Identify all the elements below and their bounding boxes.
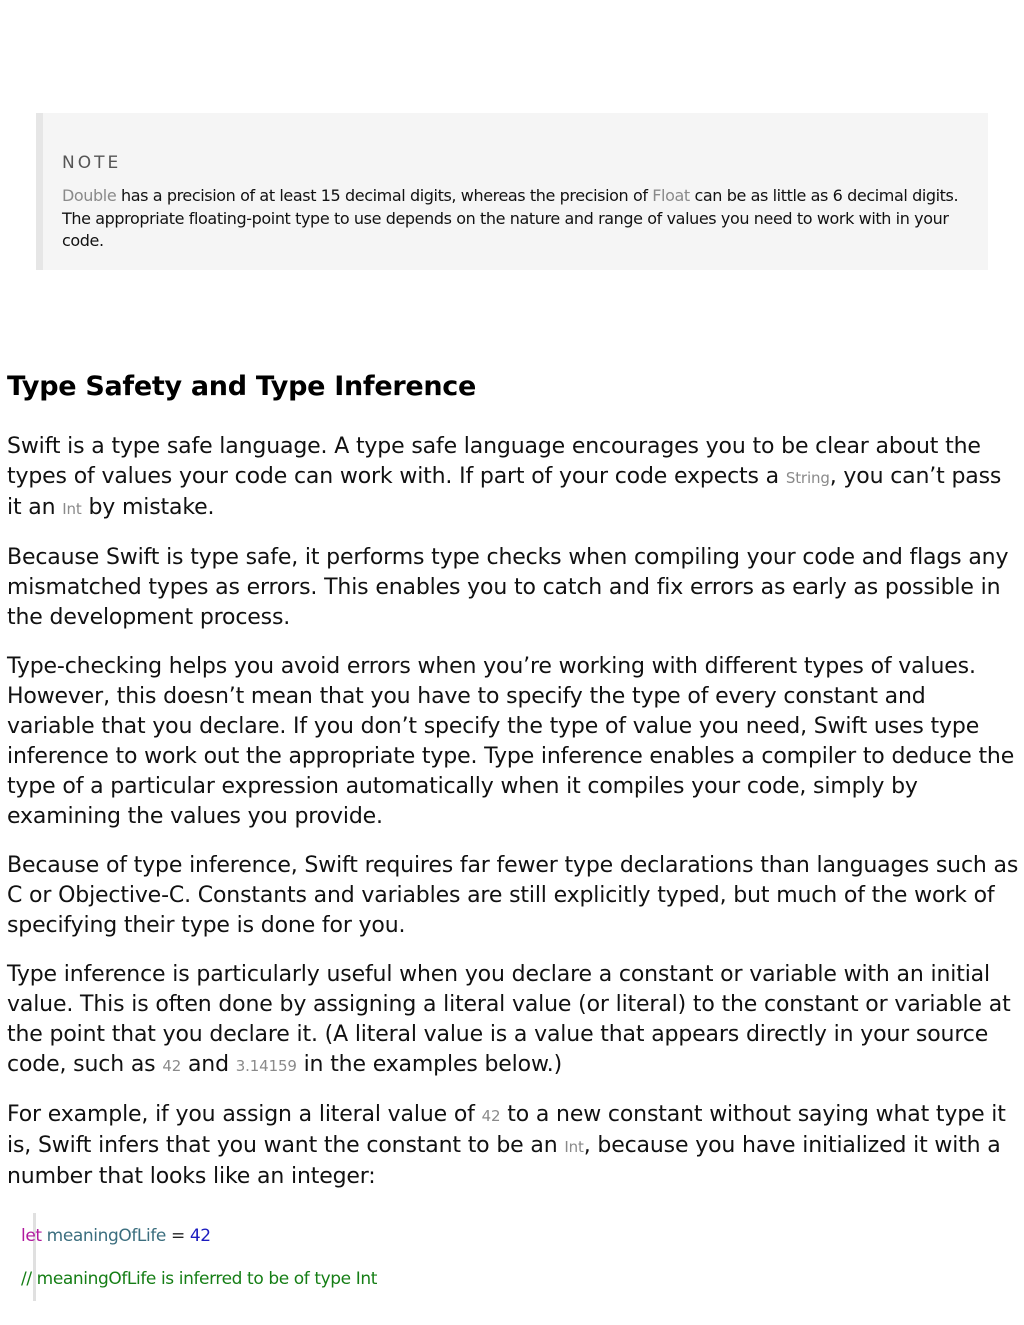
paragraph-text: For example, if you assign a literal value of bbox=[7, 1102, 482, 1127]
paragraph-text: to a new constant without saying what type it is, Swift infers that you want the constant to be an bbox=[7, 1102, 1006, 1158]
inline-code-42: 42 bbox=[162, 1057, 182, 1075]
code-line bbox=[21, 1226, 211, 1246]
note-text-b: can be as little as 6 decimal digits. The appropriate floating-point type to use depends on the nature and range of values you need to work with in your code. bbox=[62, 186, 959, 250]
inline-code-string: String bbox=[785, 469, 830, 487]
note-text-a: has a precision of at least 15 decimal digits, whereas the precision of bbox=[116, 186, 653, 205]
section-heading: Type Safety and Type Inference bbox=[7, 371, 476, 402]
note-label: NOTE bbox=[62, 153, 122, 173]
inline-code-float: Float bbox=[652, 186, 690, 205]
paragraph-text: , you can’t pass it an bbox=[7, 464, 1002, 520]
code-number: 42 bbox=[189, 1226, 211, 1246]
article-body bbox=[7, 432, 1019, 1211]
inline-code-int: Int bbox=[62, 500, 82, 518]
code-identifier: meaningOfLife bbox=[46, 1226, 166, 1246]
code-comment: // meaningOfLife is inferred to be of type Int bbox=[21, 1269, 377, 1289]
paragraph-text: , because you have initialized it with a number that looks like an integer: bbox=[7, 1133, 1001, 1189]
paragraph-text: Type inference is particularly useful when you declare a constant or variable with an initial value. This is often done by assigning a literal value (or literal) to the constant or variable at the point that you declare it. (A literal value is a value that appears directly in your source code, such as bbox=[7, 962, 1011, 1077]
code-block bbox=[21, 1213, 636, 1301]
paragraph-text: and bbox=[181, 1052, 236, 1077]
paragraph-text: by mistake. bbox=[81, 495, 215, 520]
paragraph-text: Swift is a type safe language. A type safe language encourages you to be clear about the types of values your code can work with. If part of your code expects a bbox=[7, 434, 981, 489]
paragraph: Because Swift is type safe, it performs type checks when compiling your code and flags any mismatched types as errors. This enables you to catch and fix errors as early as possible in the development process. bbox=[7, 545, 1009, 630]
inline-code-pi: 3.14159 bbox=[235, 1057, 297, 1075]
inline-code-double: Double bbox=[62, 186, 117, 205]
inline-code-int: Int bbox=[564, 1138, 584, 1156]
paragraph: Because of type inference, Swift requires far fewer type declarations than languages such as C or Objective-C. Constants and variables are still explicitly typed, but much of the work of specifying their type is done for you. bbox=[7, 853, 1019, 938]
note-body bbox=[62, 185, 974, 253]
code-operator: = bbox=[171, 1226, 185, 1246]
paragraph bbox=[7, 1100, 1019, 1192]
paragraph-text: in the examples below.) bbox=[296, 1052, 563, 1077]
inline-code-42: 42 bbox=[481, 1107, 501, 1125]
note-box bbox=[36, 113, 988, 270]
paragraph: Type-checking helps you avoid errors when you’re working with different types of values. However, this doesn’t mean that you have to specify the type of every constant and variable that you declare. If you don’t specify the type of value you need, Swift uses type inference to work out the appropriate type. Type inference enables a compiler to deduce the type of a particular expression automatically when it compiles your code, simply by examining the values you provide. bbox=[7, 654, 1015, 829]
paragraph bbox=[7, 432, 1019, 524]
code-keyword: let bbox=[21, 1226, 42, 1246]
paragraph bbox=[7, 960, 1019, 1081]
